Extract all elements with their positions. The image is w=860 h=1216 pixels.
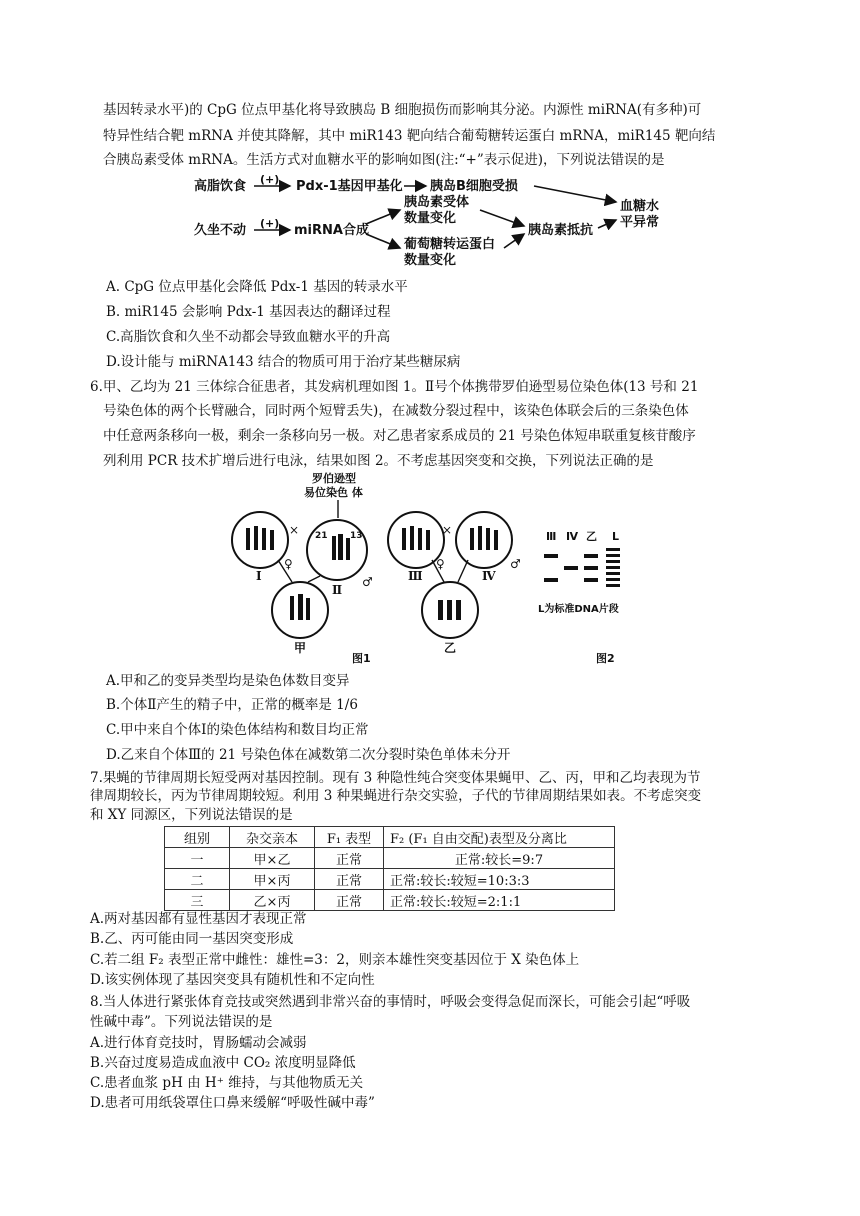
flow-plus: (+) (260, 217, 280, 230)
gel-label-III: Ⅲ (546, 530, 557, 543)
cell-IV-outline (456, 512, 512, 568)
q5-line: 基因转录水平)的 CpG 位点甲基化将导致胰岛 B 细胞损伤而影响其分泌。内源性 miRNA(有多种)可 (103, 102, 702, 118)
gel-note: L为标准DNA片段 (538, 604, 619, 615)
cross-symbol: × (289, 523, 300, 537)
q6-option-c: C.甲中来自个体Ⅰ的染色体结构和数目均正常 (106, 722, 369, 738)
fig1-caption: 图1 (352, 652, 371, 665)
q8-option-a: A.进行体育竞技时，胃肠蠕动会减弱 (90, 1035, 307, 1051)
inherit-line (308, 576, 320, 582)
q8-option-c: C.患者血浆 pH 由 H⁺ 维持，与其他物质无关 (90, 1075, 364, 1091)
flow-sedentary: 久坐不动 (194, 223, 247, 238)
q5-line: 合胰岛素受体 mRNA。生活方式对血糖水平的影响如图(注:“+”表示促进)，下列说法错误的是 (103, 152, 665, 168)
q6-option-d: D.乙来自个体Ⅲ的 21 号染色体在减数第二次分裂时染色单体未分开 (106, 747, 511, 763)
flow-arrow (598, 220, 616, 228)
flow-arrow (366, 234, 400, 248)
gel-band (606, 572, 620, 575)
label-IV: Ⅳ (482, 569, 496, 583)
gel-band (606, 554, 620, 557)
robertsonian-label: 罗伯逊型 (312, 472, 356, 485)
chromosome (426, 530, 430, 550)
flow-resistance: 胰岛素抵抗 (528, 223, 594, 238)
table-cell: 三 (165, 890, 230, 911)
flow-receptor: 胰岛素受体 (404, 195, 470, 210)
label-13: 13 (350, 531, 363, 541)
gel-band (606, 560, 620, 563)
robertsonian-label: 易位染色 体 (304, 486, 363, 499)
male-symbol: ♂ (510, 557, 521, 571)
chromosome (478, 526, 482, 550)
inherit-line (458, 560, 468, 582)
table-header-row (165, 827, 615, 848)
table-cell: 甲×丙 (230, 869, 315, 890)
q5-option-c: C.高脂饮食和久坐不动都会导致血糖水平的升高 (106, 329, 391, 345)
q6-option-a: A.甲和乙的变异类型均是染色体数目变异 (106, 673, 350, 689)
q7-line: 律周期较长，丙为节律周期较短。利用 3 种果蝇进行杂交实验，子代的节律周期结果如表。不考虑突变 (90, 788, 702, 804)
chromosome (494, 530, 498, 550)
q7-option-c: C.若二组 F₂ 表型正常中雌性：雄性=3：2，则亲本雄性突变基因位于 X 染色体上 (90, 952, 580, 968)
fig2-caption: 图2 (596, 652, 615, 665)
gel-band (606, 584, 620, 587)
table-header: 组别 (165, 827, 230, 848)
chromosome (402, 528, 406, 550)
chromosome (254, 526, 258, 550)
q5-flow-diagram (190, 170, 690, 270)
q5-option-d: D.设计能与 miRNA143 结合的物质可用于治疗某些糖尿病 (106, 354, 461, 370)
q7-line: 和 XY 同源区，下列说法错误的是 (90, 807, 293, 823)
label-yi: 乙 (444, 641, 457, 655)
flow-glut: 数量变化 (404, 253, 457, 268)
label-jia: 甲 (294, 641, 307, 655)
flow-arrow (534, 186, 616, 202)
gel-band (606, 548, 620, 551)
q7-table (164, 826, 615, 911)
q8-option-b: B.兴奋过度易造成血液中 CO₂ 浓度明显降低 (90, 1055, 356, 1071)
gel-label-L: L (612, 530, 620, 543)
label-II: Ⅱ (332, 583, 343, 597)
q7-line: 7.果蝇的节律周期长短受两对基因控制。现有 3 种隐性纯合突变体果蝇甲、乙、丙，甲和乙均表现为节 (90, 770, 701, 786)
cell-I-outline (232, 512, 288, 568)
q8-line: 8.当人体进行紧张体育竞技或突然遇到非常兴奋的事情时，呼吸会变得急促而深长，可能会引起“呼吸 (90, 994, 691, 1010)
chromosome (410, 526, 414, 550)
table-row (165, 890, 615, 911)
chromosome (447, 600, 452, 620)
chromosome (306, 598, 310, 620)
flow-glucose: 平异常 (620, 215, 660, 230)
gel-band (584, 566, 598, 570)
q5-option-a: A. CpG 位点甲基化会降低 Pdx-1 基因的转录水平 (106, 279, 408, 295)
cross-symbol: × (442, 523, 453, 537)
gel-band (606, 578, 620, 581)
table-cell: 乙×丙 (230, 890, 315, 911)
gel-band (544, 578, 558, 582)
table-cell: 正常:较长:较短=10:3:3 (384, 869, 615, 890)
flow-plus: (+) (260, 173, 280, 186)
flow-receptor: 数量变化 (404, 211, 457, 226)
flow-mirna: miRNA合成 (294, 223, 369, 238)
gel-label-yi: 乙 (586, 530, 597, 543)
label-21: 21 (315, 531, 328, 541)
q7-option-b: B.乙、丙可能由同一基因突变形成 (90, 931, 294, 947)
q6-line: 6.甲、乙均为 21 三体综合征患者，其发病机理如图 1。Ⅱ号个体携带罗伯逊型易位染色体(13 号和 21 (90, 379, 699, 395)
q5-option-b: B. miR145 会影响 Pdx-1 基因表达的翻译过程 (106, 304, 391, 320)
chromosome (338, 534, 343, 560)
table-cell: 正常 (315, 890, 384, 911)
table-cell: 正常 (315, 848, 384, 869)
table-cell: 正常:较长=9:7 (384, 848, 615, 869)
table-header: F₂ (F₁ 自由交配)表型及分离比 (384, 827, 615, 848)
chromosome (486, 528, 490, 550)
female-symbol: ♀ (284, 557, 293, 571)
gel-label-IV: Ⅳ (566, 530, 579, 543)
table-cell: 正常:较长:较短=2:1:1 (384, 890, 615, 911)
chromosome (418, 528, 422, 550)
table-cell: 甲×乙 (230, 848, 315, 869)
label-III: Ⅲ (408, 569, 423, 583)
chromosome (332, 536, 336, 560)
label-I: Ⅰ (256, 569, 262, 583)
chromosome (298, 594, 303, 620)
chromosome (270, 530, 274, 550)
q6-line: 列利用 PCR 技术扩增后进行电泳，结果如图 2。不考虑基因突变和交换，下列说法正确的是 (103, 453, 654, 469)
flow-pdx-methyl: Pdx-1基因甲基化 (296, 179, 403, 194)
flow-high-fat: 高脂饮食 (194, 179, 247, 194)
gel-band (544, 554, 558, 558)
gel-band (564, 566, 578, 570)
chromosome (290, 596, 294, 620)
chromosome (470, 528, 474, 550)
table-row (165, 869, 615, 890)
table-cell: 二 (165, 869, 230, 890)
table-cell: 正常 (315, 869, 384, 890)
flow-arrow (504, 234, 524, 248)
chromosome (456, 600, 461, 620)
table-header: 杂交亲本 (230, 827, 315, 848)
flow-glucose: 血糖水 (620, 199, 660, 214)
gel-band (606, 566, 620, 569)
table-header: F₁ 表型 (315, 827, 384, 848)
chromosome (346, 538, 350, 560)
female-symbol: ♀ (436, 557, 445, 571)
male-symbol: ♂ (362, 575, 373, 589)
q8-option-d: D.患者可用纸袋罩住口鼻来缓解“呼吸性碱中毒” (90, 1095, 375, 1111)
flow-arrow (366, 210, 400, 224)
q6-option-b: B.个体Ⅱ产生的精子中，正常的概率是 1/6 (106, 697, 358, 713)
table-row (165, 848, 615, 869)
flow-arrow (480, 210, 524, 226)
chromosome (438, 600, 443, 620)
chromosome (246, 528, 250, 550)
q8-line: 性碱中毒”。下列说法错误的是 (90, 1014, 273, 1030)
q6-line: 中任意两条移向一极，剩余一条移向另一极。对乙患者家系成员的 21 号染色体短串联重复核苷酸序 (103, 428, 696, 444)
q6-line: 号染色体的两个长臂融合，同时两个短臂丢失)，在减数分裂过程中，该染色体联会后的三条染色体 (103, 403, 689, 419)
q6-figure (220, 470, 640, 670)
q5-line: 特异性结合靶 mRNA 并使其降解，其中 miR143 靶向结合葡萄糖转运蛋白 mRNA，miR145 靶向结 (103, 128, 716, 144)
table-cell: 一 (165, 848, 230, 869)
chromosome (262, 528, 266, 550)
flow-glut: 葡萄糖转运蛋白 (404, 237, 496, 252)
gel-band (584, 554, 598, 558)
q7-option-a: A.两对基因都有显性基因才表现正常 (90, 911, 307, 927)
cell-II-outline (307, 520, 367, 580)
q7-option-d: D.该实例体现了基因突变具有随机性和不定向性 (90, 972, 375, 988)
gel-band (584, 578, 598, 582)
flow-b-cell: 胰岛B细胞受损 (430, 179, 518, 194)
